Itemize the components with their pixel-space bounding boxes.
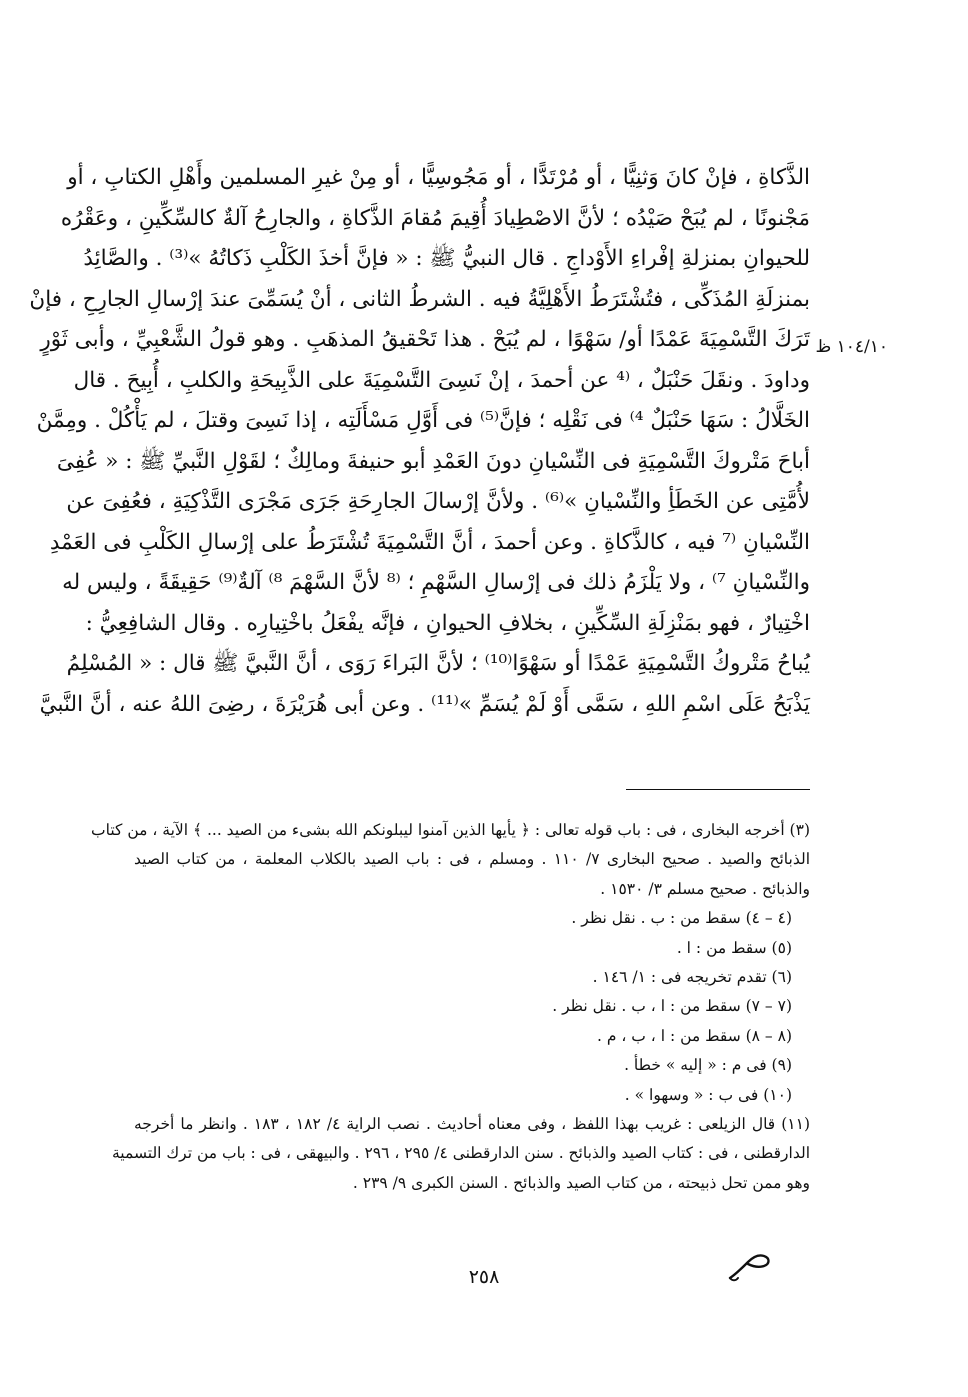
main-text-line: اخْتِيارٌ ، فهو بمَنْزِلَةِ السِّكِّينِ ، بخلافِ الحيوانِ ، فإنَّه يفْعَلُ باخْتِيارِه . وقال الشافِعِيُّ :	[85, 610, 810, 636]
main-text-line: النِّسْيانِ ⁽⁷ فيه ، كالذَّكاةِ . وعن أحمدَ ، أنَّ التَّسْمِيَةَ تُشْتَرَطُ على إرْسالِ الكَلْبِ فى العَمْدِ	[49, 529, 810, 555]
main-text-line: والنِّسْيانِ ⁷⁾ ، ولا يَلْزَمُ ذلك فى إرْسالِ السَّهْمِ ؛ ⁽⁸ لأنَّ السَّهْمَ ⁸⁾ آلةٌ⁽⁹⁾ حَقِيقَةً ، وليس له	[62, 570, 810, 595]
footnote-line: (٥) سقط من : ا .	[676, 938, 792, 957]
footnote-line: (٩) فى م : « إليه » خطأ .	[624, 1056, 792, 1075]
main-text-line: وداودَ . ونقَلَ حَنْبَلٌ ، ⁽⁴ عن أحمدَ ، إنْ نَسِىَ التَّسْمِيَةَ على الذَّبِيحَةِ والكلبِ ، أُبِيحَ . قال	[73, 367, 810, 393]
footnotes	[91, 816, 811, 1198]
footnote-line: وهو ممن تحل ذبيحته ، من كتاب الصيد والذبائح . السنن الكبرى ٩/ ٢٣٩ .	[352, 1173, 810, 1192]
main-text	[29, 158, 810, 725]
main-text-line: للحيوانِ بمنزلةِ إفْراءِ الأَوْداجِ . قال النبيُّ ﷺ : « فإنَّ أخذَ الكَلْبِ ذَكاتُهُ »⁽³⁾ . والصَّائِدُ	[83, 246, 810, 271]
footnote-line: (٣) أخرجه البخارى ، فى : باب قوله تعالى : ﴿ يأيها الذين آمنوا ليبلونكم الله بشىء من الصيد ... ﴾ الآية ، من كتاب	[91, 821, 810, 839]
main-text-line: أباحَ مَتْروكَ التَّسْمِيَةِ فى النِّسْيانِ دونَ العَمْدِ أبو حنيفةَ ومالِكٌ ؛ لقَوْلِ النَّبيِّ ﷺ : « عُفِىَ	[56, 448, 810, 474]
main-text-line: لأُمَّتِى عن الخَطَأِ والنِّسْيانِ »⁽⁶⁾ . ولأنَّ إرْسالَ الجارِحَةِ جَرَى مَجْرَى التَّذْكِيَةِ ، فعُفِىَ عن	[66, 489, 810, 514]
footnote-separator	[626, 789, 810, 790]
main-text-line: يُباحُ مَتْروكُ التَّسْمِيَةِ عَمْدًا أو سَهْوًا⁽¹⁰⁾ ؛ لأنَّ البَراءَ رَوَى ، أنَّ النَّبيَّ ﷺ قال : « المُسْلِمُ	[66, 651, 810, 676]
footnote-line: (٦) تقدم تخريجه فى : ١/ ١٤٦ .	[592, 967, 792, 986]
main-text-line: الخَلَّالُ : سَهَا حَنْبَلٌ ⁴⁾ فى نَقْلِه ؛ فإنَّ⁽⁵⁾ فى أَوَّلِ مَسْأَلَتِه ، إذا نَسِىَ وقتلَ ، لم يَأْكُلْ . ومِمَّنْ	[36, 408, 810, 433]
footnote-line: والذبائح . صحيح مسلم ٣/ ١٥٣٠ .	[600, 879, 810, 898]
footnote-line: الذبائح والصيد . صحيح البخارى ٧/ ١١٠ . ومسلم ، فى : باب الصيد بالكلاب المعلمة ، من كتاب الصيد	[134, 850, 811, 869]
main-text-line: بمنزلَةِ المُذَكِّى ، فتُشْتَرَطُ الأَهْلِيَّةُ فيه . الشرطُ الثانى ، أنْ يُسَمِّىَ عندَ إرْسالِ الجارِحِ ، فإنْ	[29, 286, 810, 312]
footnote-line: (٧ – ٧) سقط من : ا ، ب . نقل نظر .	[552, 997, 792, 1016]
footnote-line: الدارقطنى ، فى : كتاب الصيد والذبائح . سنن الدارقطنى ٤/ ٢٩٥ ، ٢٩٦ . والبيهقى ، فى : باب من ترك التسمية	[112, 1144, 810, 1163]
main-text-line: تَرَكَ التَّسْمِيَةَ عَمْدًا أو/ سَهْوًا ، لم يُبَحْ . هذا تَحْقيقُ المذهَبِ . وهو قولُ الشَّعْبِيِّ ، وأبى ثَوْرٍ	[40, 327, 810, 352]
footnote-line: (١١) قال الزيلعى : غريب بهذا اللفظ ، وفى معناه أحاديث . نصب الراية ٤/ ١٨٢ ، ١٨٣ . وانظر ما أخرجه	[134, 1114, 811, 1133]
footnote-line: (٨ – ٨) سقط من : ا ، ب ، م .	[596, 1026, 792, 1045]
footnote-line: (١٠) فى ب : « وسهوا » .	[624, 1085, 792, 1104]
footnote-line: (٤ – ٤) سقط من : ب . نقل نظر .	[571, 909, 792, 928]
main-text-line: الذَّكاةِ ، فإنْ كانَ وَثنِيًّا ، أو مُرْتَدًّا ، أو مَجُوسِيًّا ، أو مِنْ غيرِ المسلمين وأَهْلِ الكتابِ ، أو	[67, 165, 810, 190]
page-number: ٢٥٨	[468, 1266, 500, 1288]
main-text-line: مَجْنونًا ، لم يُبَحْ صَيْدُه ؛ لأنَّ الاصْطِيادَ أُقِيمَ مُقامَ الذَّكاةِ ، والجارِحُ آلةٌ كالسِّكِّينِ ، وعَقْرُه	[60, 205, 810, 231]
margin-folio-note: ١٠٤/١٠ ظ	[815, 337, 888, 357]
main-text-line: يَذْبَحُ عَلَى اسْمِ اللهِ ، سَمَّى أَوْ لَمْ يُسَمِّ »⁽¹¹⁾ . وعن أبى هُرَيْرَةَ ، رضِىَ اللهُ عنه ، أنَّ النَّبيَّ	[39, 691, 810, 717]
